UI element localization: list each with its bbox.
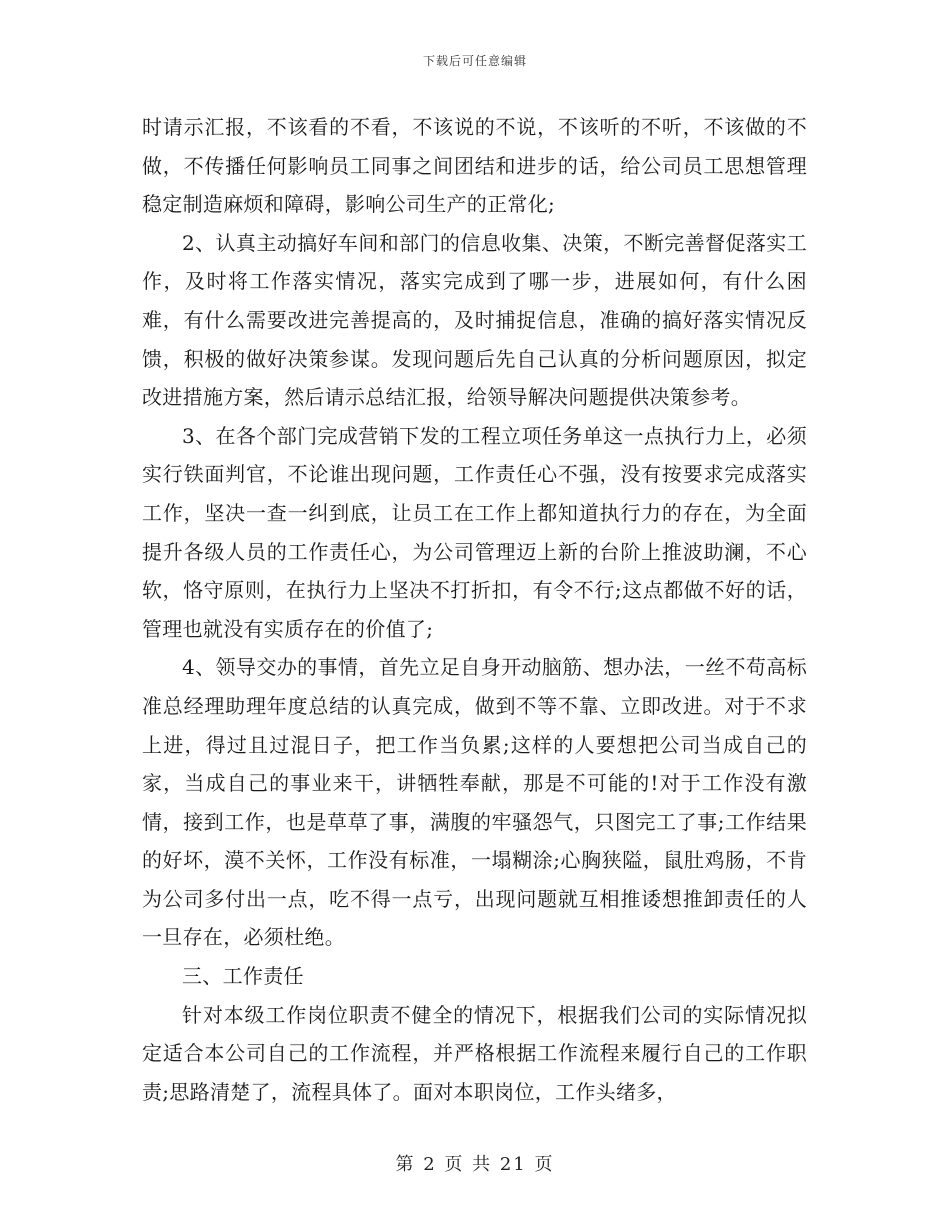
document-body xyxy=(142,108,807,1111)
paragraph-item-4: 4、领导交办的事情，首先立足自身开动脑筋、想办法，一丝不苟高标准总经理助理年度总结的认真完成，做到不等不靠、立即改进。对于不求上进，得过且过混日子，把工作当负累;这样的人要想把公司当成自己的家，当成自己的事业来干，讲牺牲奉献，那是不可能的!对于工作没有激情，接到工作，也是草草了事，满腹的牢骚怨气，只图完工了事;工作结果的好坏，漠不关怀，工作没有标准，一塌糊涂;心胸狭隘，鼠肚鸡肠，不肯为公司多付出一点，吃不得一点亏，出现问题就互相推诿想推卸责任的人一旦存在，必须杜绝。 xyxy=(142,655,807,950)
paragraph-work-responsibility: 针对本级工作岗位职责不健全的情况下，根据我们公司的实际情况拟定适合本公司自己的工作流程，并严格根据工作流程来履行自己的工作职责;思路清楚了，流程具体了。面对本职岗位，工作头绪多， xyxy=(142,1002,807,1104)
page-footer: 第 2 页 共 21 页 xyxy=(395,1154,555,1175)
section-heading-work-responsibility: 三、工作责任 xyxy=(182,964,304,989)
page-header: 下载后可任意编辑 xyxy=(422,54,527,68)
paragraph-continuation: 时请示汇报，不该看的不看，不该说的不说，不该听的不听，不该做的不做，不传播任何影响员工同事之间团结和进步的话，给公司员工思想管理稳定制造麻烦和障碍，影响公司生产的正常化; xyxy=(142,115,807,217)
paragraph-item-2: 2、认真主动搞好车间和部门的信息收集、决策，不断完善督促落实工作，及时将工作落实情况，落实完成到了哪一步，进展如何，有什么困难，有什么需要改进完善提高的，及时捕捉信息，准确的搞好落实情况反馈，积极的做好决策参谋。发现问题后先自己认真的分析问题原因，拟定改进措施方案，然后请示总结汇报，给领导解决问题提供决策参考。 xyxy=(142,230,807,410)
paragraph-item-3: 3、在各个部门完成营销下发的工程立项任务单这一点执行力上，必须实行铁面判官，不论谁出现问题，工作责任心不强，没有按要求完成落实工作，坚决一查一纠到底，让员工在工作上都知道执行力的存在，为全面提升各级人员的工作责任心，为公司管理迈上新的台阶上推波助澜，不心软，恪守原则，在执行力上坚决不打折扣，有令不行;这点都做不好的话，管理也就没有实质存在的价值了; xyxy=(142,423,807,641)
